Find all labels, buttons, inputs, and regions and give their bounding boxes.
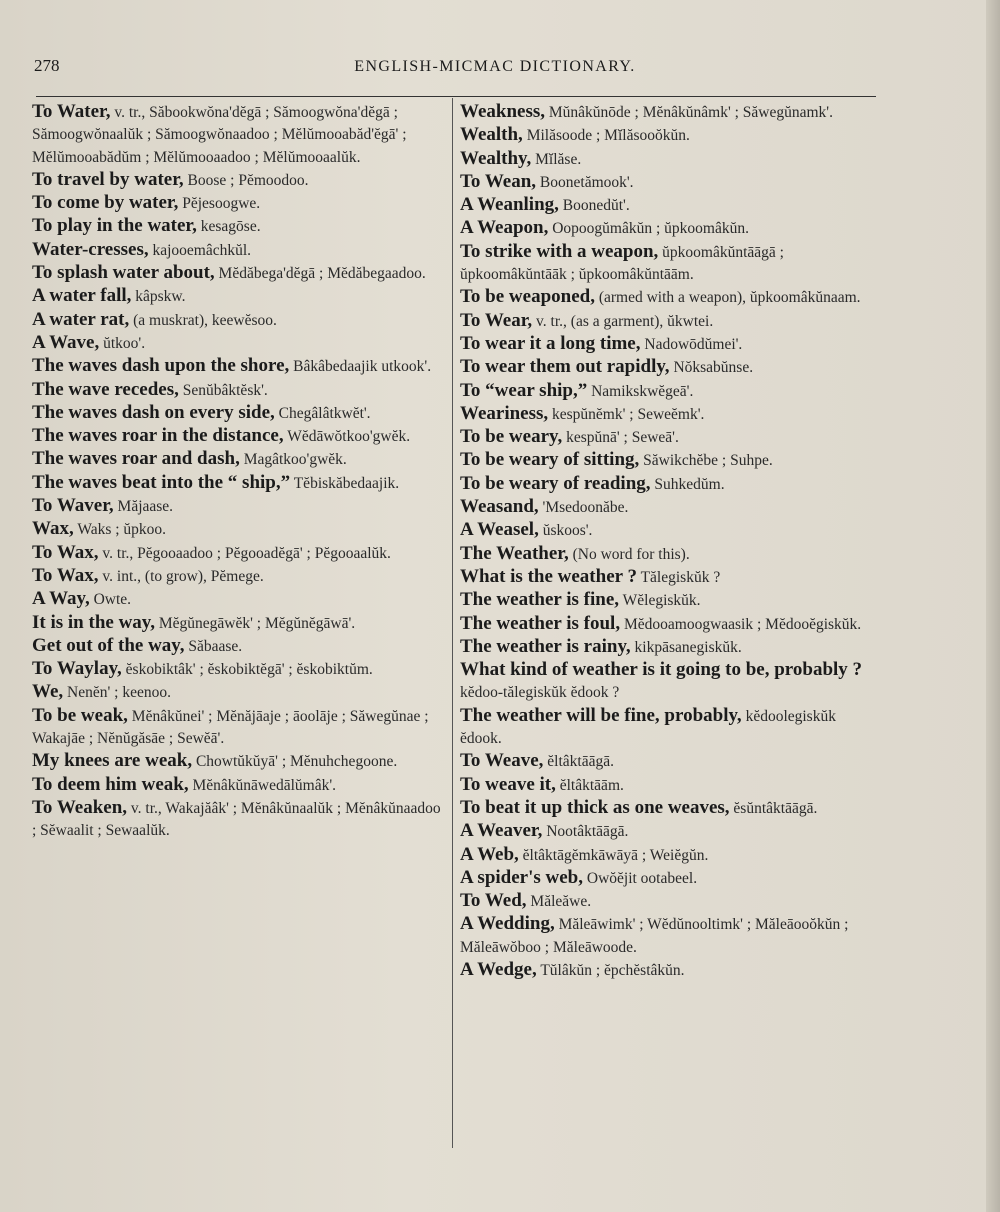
- entry-headword: What kind of weather is it going to be, probably ?: [460, 659, 863, 681]
- entry-definition: Mĕnâkŭnāwedālŭmâk'.: [192, 776, 337, 794]
- entry-definition: Boose ; Pĕmoodoo.: [187, 171, 309, 189]
- page-header: [30, 56, 960, 80]
- entry-headword: Weasand,: [460, 496, 539, 518]
- entry-headword: The waves roar and dash,: [32, 448, 240, 470]
- entry-definition: Wĕlegiskŭk.: [622, 592, 701, 610]
- entry-headword: To Wax,: [32, 541, 99, 563]
- dictionary-entry: [32, 379, 446, 402]
- dictionary-entry: [32, 518, 446, 541]
- dictionary-entry: [460, 194, 872, 217]
- dictionary-entry: [32, 192, 446, 215]
- dictionary-entry: [460, 171, 872, 194]
- entry-definition: ŭtkoo'.: [103, 334, 146, 352]
- entry-definition: (a muskrat), keewĕsoo.: [133, 311, 277, 329]
- entry-definition: kesagōse.: [200, 218, 261, 236]
- running-title: ENGLISH-MICMAC DICTIONARY.: [354, 58, 636, 75]
- entry-headword: A Way,: [32, 588, 90, 610]
- entry-headword: To Wean,: [460, 170, 537, 192]
- dictionary-entry: [460, 426, 872, 449]
- entry-definition: Wĕdāwŏtkoo'gwĕk.: [287, 428, 411, 446]
- entry-headword: Weariness,: [460, 402, 549, 424]
- entry-definition: kâpskw.: [135, 288, 186, 306]
- entry-definition: Owte.: [93, 591, 132, 609]
- dictionary-entry: [32, 705, 446, 751]
- dictionary-entry: [32, 285, 446, 308]
- dictionary-entry: [32, 635, 446, 658]
- dictionary-entry: [32, 169, 446, 192]
- entry-headword: We,: [32, 681, 64, 703]
- entry-headword: To be weary of sitting,: [460, 449, 640, 471]
- dictionary-entry: [460, 890, 872, 913]
- entry-headword: A Weapon,: [460, 217, 549, 239]
- entry-definition: ŭpkoomâkŭntāāgā ; ŭpkoomâkŭntāāk ; ŭpkoomâkŭntāām.: [460, 243, 784, 284]
- entry-headword: To wear them out rapidly,: [460, 356, 670, 378]
- entry-definition: (armed with a weapon), ŭpkoomâkŭnaam.: [598, 289, 861, 307]
- entry-definition: Oopoogŭmâkŭn ; ŭpkoomâkŭn.: [552, 220, 749, 238]
- dictionary-entry: [460, 101, 872, 124]
- entry-headword: To be weaponed,: [460, 286, 595, 308]
- entry-definition: Săwikchĕbe ; Suhpe.: [643, 452, 773, 470]
- dictionary-entry: [460, 705, 872, 751]
- entry-headword: To travel by water,: [32, 168, 184, 190]
- entry-headword: To come by water,: [32, 192, 179, 214]
- entry-definition: ĕskobiktâk' ; ĕskobiktĕgā' ; ĕskobiktŭm.: [125, 661, 373, 679]
- dictionary-entry: [32, 101, 446, 169]
- entry-definition: Boonedŭt'.: [562, 197, 630, 215]
- dictionary-entry: [460, 124, 872, 147]
- dictionary-entry: [460, 867, 872, 890]
- entry-definition: v. int., (to grow), Pĕmege.: [102, 567, 264, 585]
- entry-headword: To Wear,: [460, 309, 533, 331]
- entry-headword: A Weaver,: [460, 820, 543, 842]
- dictionary-entry: [460, 473, 872, 496]
- entry-headword: My knees are weak,: [32, 750, 193, 772]
- entry-definition: ĕltâktāgĕmkāwāyā ; Weiĕgŭn.: [522, 846, 709, 864]
- entry-definition: kajooemâchkŭl.: [152, 241, 252, 259]
- entry-definition: Mĭlăse.: [535, 150, 582, 168]
- entry-definition: Măleăwe.: [530, 893, 592, 911]
- entry-definition: ŭskoos'.: [542, 522, 593, 540]
- dictionary-entry: [460, 148, 872, 171]
- entry-headword: To Waver,: [32, 495, 114, 517]
- dictionary-entry: [460, 310, 872, 333]
- entry-headword: Water-cresses,: [32, 238, 149, 260]
- entry-headword: To splash water about,: [32, 262, 215, 284]
- entry-headword: To weave it,: [460, 773, 556, 795]
- entry-headword: What is the weather ?: [460, 565, 637, 587]
- entry-definition: Mĕdăbega'dĕgā ; Mĕdăbegaadoo.: [218, 265, 426, 283]
- dictionary-entry: [32, 565, 446, 588]
- entry-definition: Suhkedŭm.: [654, 475, 725, 493]
- entry-definition: ĕltâktāāgā.: [547, 753, 614, 771]
- entry-definition: Tŭlâkŭn ; ĕpchĕstâkŭn.: [540, 961, 685, 979]
- dictionary-entry: [460, 566, 872, 589]
- entry-headword: To Weave,: [460, 750, 544, 772]
- entry-headword: A water rat,: [32, 308, 130, 330]
- dictionary-entry: [460, 356, 872, 379]
- entry-definition: 'Msedoonăbe.: [542, 499, 629, 517]
- dictionary-entry: [460, 496, 872, 519]
- entry-definition: ĕltâktāām.: [559, 776, 624, 794]
- entry-headword: The waves dash upon the shore,: [32, 355, 290, 377]
- entry-definition: v. tr., Pĕgooaadoo ; Pĕgooadĕgā' ; Pĕgooaalŭk.: [102, 544, 391, 562]
- dictionary-entry: [460, 519, 872, 542]
- entry-definition: Mĕnâkŭnei' ; Mĕnăjāaje ; āoolāje ; Săwegŭnae ; Wakajāe ; Nĕnŭgăsāe ; Sewĕā'.: [32, 707, 429, 748]
- entry-definition: Milăsoode ; Mĭlăsooŏkŭn.: [526, 127, 690, 145]
- entry-headword: To “wear ship,”: [460, 379, 588, 401]
- dictionary-entry: [460, 241, 872, 287]
- entry-headword: To be weary of reading,: [460, 472, 651, 494]
- dictionary-entry: [460, 589, 872, 612]
- dictionary-entry: [32, 448, 446, 471]
- entry-definition: (No word for this).: [572, 545, 690, 563]
- entry-headword: A Wedding,: [460, 913, 555, 935]
- entry-headword: Wealth,: [460, 124, 523, 146]
- dictionary-entry: [460, 797, 872, 820]
- entry-headword: To Wed,: [460, 890, 527, 912]
- entry-headword: To be weak,: [32, 704, 128, 726]
- entry-definition: Pĕjesoogwe.: [182, 195, 261, 213]
- dictionary-entry: [32, 472, 446, 495]
- entry-headword: Wealthy,: [460, 147, 532, 169]
- entry-headword: A spider's web,: [460, 866, 583, 888]
- entry-definition: kespŭnā' ; Seweā'.: [566, 429, 679, 447]
- entry-definition: Mĕgŭnegāwĕk' ; Mĕgŭnĕgāwā'.: [158, 614, 356, 632]
- entry-headword: To wear it a long time,: [460, 332, 641, 354]
- page-edge-shadow: [986, 0, 1000, 1212]
- dictionary-entry: [32, 332, 446, 355]
- entry-headword: To strike with a weapon,: [460, 240, 659, 262]
- left-column: [32, 101, 446, 843]
- entry-headword: A Wedge,: [460, 958, 537, 980]
- entry-headword: The waves dash on every side,: [32, 401, 275, 423]
- dictionary-entry: [460, 750, 872, 773]
- dictionary-entry: [32, 542, 446, 565]
- entry-headword: The waves roar in the distance,: [32, 425, 284, 447]
- entry-headword: Weakness,: [460, 101, 545, 122]
- header-rule: [36, 96, 876, 97]
- dictionary-entry: [32, 262, 446, 285]
- entry-headword: A Web,: [460, 843, 519, 865]
- entry-definition: Mŭnâkŭnōde ; Mĕnâkŭnâmk' ; Săwegŭnamk'.: [548, 104, 833, 121]
- entry-headword: To Water,: [32, 101, 111, 122]
- entry-headword: A water fall,: [32, 285, 132, 307]
- entry-definition: Boonetămook'.: [539, 173, 634, 191]
- entry-headword: A Wave,: [32, 331, 100, 353]
- entry-headword: The wave recedes,: [32, 378, 179, 400]
- entry-definition: Nootâktāāgā.: [546, 823, 629, 841]
- entry-definition: Nenĕn' ; keenoo.: [67, 684, 171, 702]
- entry-headword: It is in the way,: [32, 611, 155, 633]
- entry-definition: ĕsŭntâktāāgā.: [733, 799, 818, 817]
- entry-definition: Tălegiskŭk ?: [640, 568, 721, 586]
- dictionary-entry: [32, 239, 446, 262]
- entry-definition: v. tr., (as a garment), ŭkwtei.: [536, 312, 714, 330]
- dictionary-entry: [32, 797, 446, 843]
- entry-definition: kĕdoolegiskŭk ĕdook.: [460, 707, 836, 748]
- entry-definition: Nŏksabŭnse.: [673, 359, 754, 377]
- entry-headword: The waves beat into the “ ship,”: [32, 471, 291, 493]
- entry-headword: The weather will be fine, probably,: [460, 704, 742, 726]
- entry-headword: To deem him weak,: [32, 773, 189, 795]
- entry-definition: Owŏĕjit ootabeel.: [586, 869, 698, 887]
- dictionary-entry: [460, 636, 872, 659]
- entry-headword: To be weary,: [460, 426, 563, 448]
- dictionary-entry: [460, 820, 872, 843]
- dictionary-entry: [32, 425, 446, 448]
- entry-definition: kespŭnĕmk' ; Seweĕmk'.: [552, 405, 705, 423]
- entry-definition: Senŭbâktĕsk'.: [182, 381, 268, 399]
- entry-headword: To play in the water,: [32, 215, 197, 237]
- dictionary-entry: [32, 750, 446, 773]
- dictionary-entry: [460, 286, 872, 309]
- dictionary-entry: [460, 844, 872, 867]
- entry-headword: To Weaken,: [32, 796, 128, 818]
- dictionary-entry: [460, 449, 872, 472]
- entry-headword: The Weather,: [460, 542, 569, 564]
- dictionary-entry: [32, 612, 446, 635]
- entry-definition: kikpāsanegiskŭk.: [634, 638, 742, 656]
- entry-headword: To beat it up thick as one weaves,: [460, 796, 730, 818]
- entry-headword: A Weasel,: [460, 519, 539, 541]
- entry-headword: The weather is foul,: [460, 612, 621, 634]
- dictionary-entry: [32, 588, 446, 611]
- page-number: 278: [34, 56, 60, 75]
- dictionary-entry: [32, 402, 446, 425]
- entry-definition: v. tr., Săbookwŏna'dĕgā ; Sămoogwŏna'dĕgā ; Sămoogwŏnaalŭk ; Sămoogwŏnaadoo ; Mĕlŭmooabăd'ĕgā' ; Mĕlŭmooabădŭm ; Mĕlŭmooaadoo ; Mĕlŭmooaalŭk.: [32, 104, 407, 166]
- entry-definition: Nadowōdŭmei'.: [644, 335, 743, 353]
- entry-definition: Tĕbiskăbedaajik.: [293, 474, 400, 492]
- entry-definition: Magâtkoo'gwĕk.: [243, 451, 347, 469]
- dictionary-entry: [32, 215, 446, 238]
- dictionary-entry: [32, 774, 446, 797]
- entry-definition: Namikskwĕgeā'.: [591, 382, 694, 400]
- dictionary-entry: [32, 309, 446, 332]
- dictionary-entry: [460, 659, 872, 705]
- entry-definition: Săbaase.: [188, 637, 243, 655]
- entry-definition: v. tr., Wakajăâk' ; Mĕnâkŭnaalŭk ; Mĕnâkŭnaadoo ; Sĕwaalit ; Sewaalŭk.: [32, 799, 441, 840]
- entry-definition: Măleāwimk' ; Wĕdŭnooltimk' ; Măleāooŏkŭn ; Măleāwŏboo ; Măleāwoode.: [460, 916, 849, 956]
- entry-headword: Get out of the way,: [32, 634, 185, 656]
- entry-headword: To Wax,: [32, 564, 99, 586]
- dictionary-entry: [32, 658, 446, 681]
- right-column: [460, 101, 872, 982]
- dictionary-entry: [460, 403, 872, 426]
- dictionary-entry: [32, 355, 446, 378]
- entry-definition: Chowtŭkŭyā' ; Mĕnuhchegoone.: [195, 753, 398, 771]
- entry-headword: A Weanling,: [460, 194, 559, 216]
- dictionary-entry: [460, 333, 872, 356]
- dictionary-entry: [460, 913, 872, 959]
- dictionary-entry: [460, 959, 872, 982]
- column-divider: [452, 98, 453, 1148]
- entry-headword: To Waylay,: [32, 658, 122, 680]
- dictionary-entry: [32, 495, 446, 518]
- dictionary-entry: [460, 613, 872, 636]
- entry-definition: kĕdoo-tălegiskŭk ĕdook ?: [460, 684, 620, 702]
- entry-definition: Bâkâbedaajik utkook'.: [293, 358, 432, 376]
- entry-definition: Chegâlâtkwĕt'.: [278, 404, 371, 422]
- entry-headword: The weather is fine,: [460, 589, 620, 611]
- dictionary-entry: [32, 681, 446, 704]
- dictionary-entry: [460, 774, 872, 797]
- entry-headword: Wax,: [32, 518, 74, 540]
- dictionary-entry: [460, 380, 872, 403]
- dictionary-entry: [460, 217, 872, 240]
- entry-definition: Măjaase.: [117, 498, 174, 516]
- entry-definition: Waks ; ŭpkoo.: [77, 521, 167, 539]
- entry-definition: Mĕdooamoogwaasik ; Mĕdooĕgiskŭk.: [623, 615, 862, 633]
- dictionary-entry: [460, 543, 872, 566]
- entry-headword: The weather is rainy,: [460, 635, 631, 657]
